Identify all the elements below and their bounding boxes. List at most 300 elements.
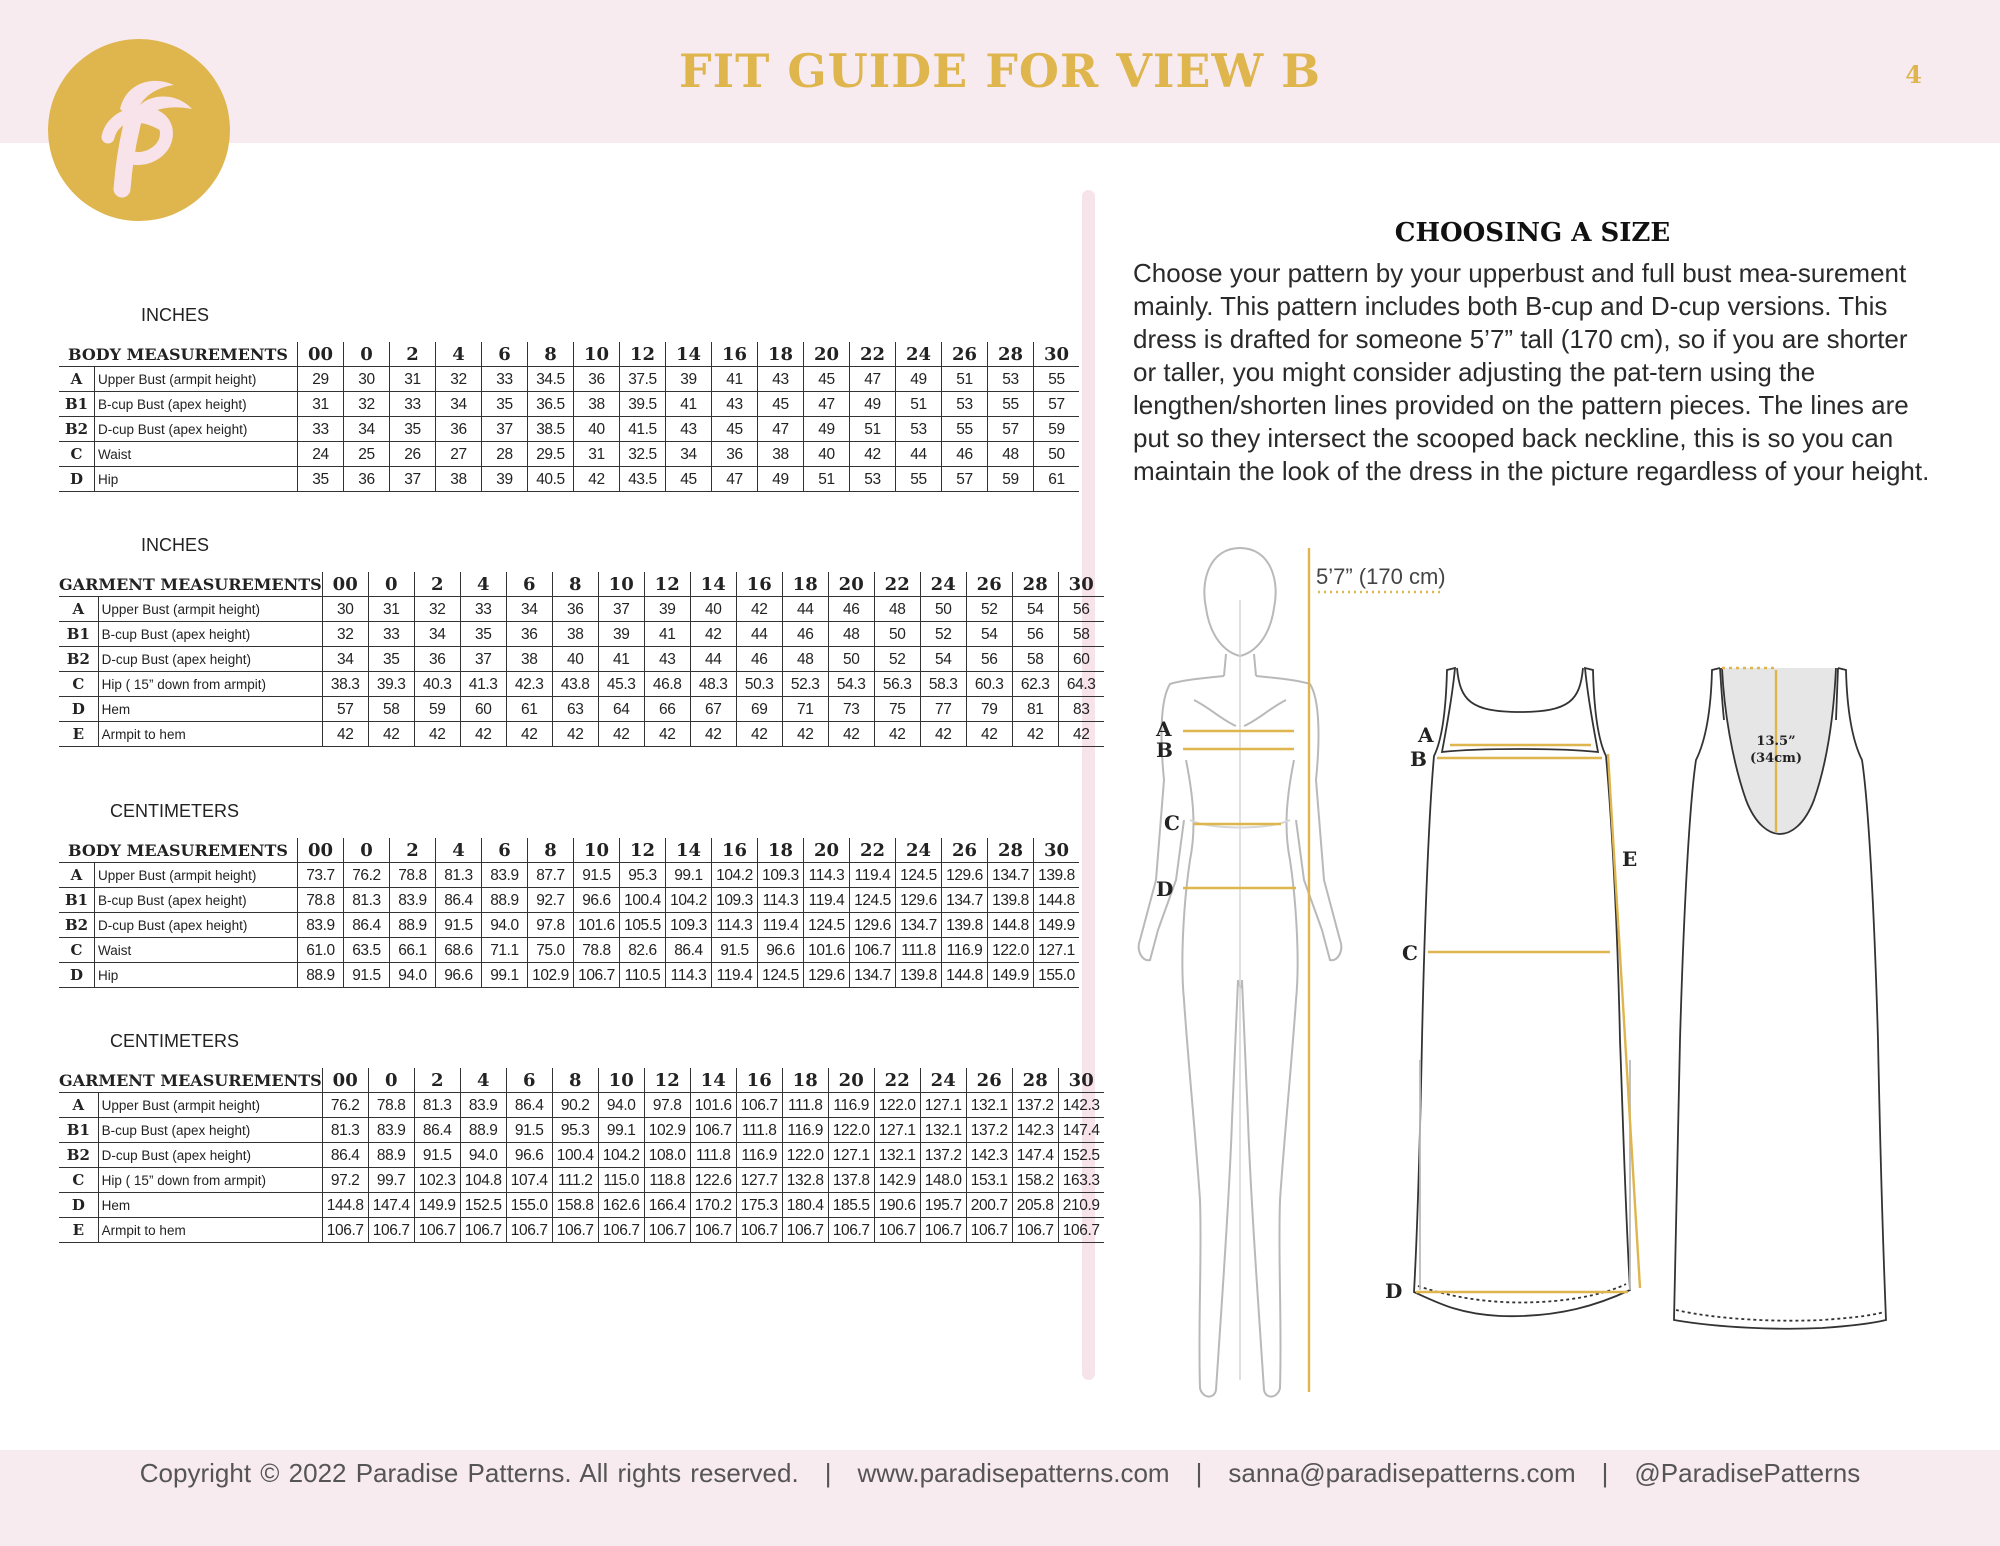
- size-header: 16: [736, 1068, 782, 1093]
- table-cell: 50: [1034, 442, 1080, 467]
- table-cell: 101.6: [574, 913, 620, 938]
- table-cell: 97.8: [528, 913, 574, 938]
- table-header-row: [59, 342, 1079, 367]
- table-cell: 42: [574, 467, 620, 492]
- size-header: 22: [874, 572, 920, 597]
- row-letter: B2: [59, 913, 95, 938]
- table-cell: 124.5: [804, 913, 850, 938]
- table-cell: 115.0: [598, 1168, 644, 1193]
- size-header: 8: [528, 342, 574, 367]
- table-cell: 36: [574, 367, 620, 392]
- table-cell: 106.7: [874, 1218, 920, 1243]
- footer-website-link[interactable]: www.paradisepatterns.com: [857, 1458, 1170, 1488]
- table-cell: 114.3: [758, 888, 804, 913]
- table-cell: 42: [828, 722, 874, 747]
- table-cell: 73: [828, 697, 874, 722]
- size-header: 12: [620, 342, 666, 367]
- row-name: B-cup Bust (apex height): [98, 622, 322, 647]
- unit-label: INCHES: [141, 305, 210, 325]
- table-cell: 106.7: [460, 1218, 506, 1243]
- table-cell: 37: [390, 467, 436, 492]
- table-cell: 106.7: [920, 1218, 966, 1243]
- table-cell: 66.1: [390, 938, 436, 963]
- table-cell: 163.3: [1058, 1168, 1104, 1193]
- size-header: 14: [666, 838, 712, 863]
- row-letter: A: [59, 1093, 98, 1118]
- size-header: 2: [390, 838, 436, 863]
- front-label-c: C: [1402, 941, 1418, 965]
- row-letter: D: [59, 1193, 98, 1218]
- table-cell: 25: [344, 442, 390, 467]
- table-cell: 59: [988, 467, 1034, 492]
- table-cell: 37: [460, 647, 506, 672]
- footer-email-link[interactable]: sanna@paradisepatterns.com: [1228, 1458, 1576, 1488]
- table-row: [59, 1143, 1104, 1168]
- table-cell: 111.8: [782, 1093, 828, 1118]
- table-cell: 57: [988, 417, 1034, 442]
- footer-separator: |: [1601, 1458, 1609, 1488]
- table-cell: 48: [988, 442, 1034, 467]
- size-header: 2: [390, 342, 436, 367]
- table-cell: 50: [874, 622, 920, 647]
- table-cell: 97.8: [644, 1093, 690, 1118]
- table-row: [59, 442, 1079, 467]
- table-cell: 36: [712, 442, 758, 467]
- size-header: 24: [896, 342, 942, 367]
- table-cell: 109.3: [712, 888, 758, 913]
- size-header: 18: [758, 838, 804, 863]
- table-cell: 24: [298, 442, 344, 467]
- table-cell: 77: [920, 697, 966, 722]
- garment-measurements-inches-table: [59, 572, 1104, 747]
- table-cell: 43.5: [620, 467, 666, 492]
- table-cell: 134.7: [988, 863, 1034, 888]
- table-cell: 100.4: [620, 888, 666, 913]
- row-name: B-cup Bust (apex height): [95, 392, 298, 417]
- table-cell: 104.2: [666, 888, 712, 913]
- table-cell: 37: [598, 597, 644, 622]
- table-cell: 42: [1012, 722, 1058, 747]
- palm-p-logo-icon: [48, 39, 230, 221]
- table-cell: 44: [896, 442, 942, 467]
- table-cell: 57: [322, 697, 368, 722]
- table-cell: 78.8: [390, 863, 436, 888]
- row-name: D-cup Bust (apex height): [98, 647, 322, 672]
- table-cell: 53: [896, 417, 942, 442]
- unit-label: CENTIMETERS: [110, 801, 240, 821]
- size-header: 00: [322, 1068, 368, 1093]
- row-name: B-cup Bust (apex height): [95, 888, 298, 913]
- table-cell: 75.0: [528, 938, 574, 963]
- table-cell: 32: [414, 597, 460, 622]
- size-header: 18: [782, 1068, 828, 1093]
- table-cell: 144.8: [1034, 888, 1080, 913]
- table-cell: 88.9: [482, 888, 528, 913]
- table-cell: 83.9: [368, 1118, 414, 1143]
- table-cell: 139.8: [988, 888, 1034, 913]
- table-cell: 147.4: [1012, 1143, 1058, 1168]
- size-header: 30: [1034, 342, 1080, 367]
- row-name: D-cup Bust (apex height): [98, 1143, 322, 1168]
- table-cell: 40: [804, 442, 850, 467]
- table-cell: 139.8: [896, 963, 942, 988]
- brand-logo: [48, 39, 230, 221]
- table-cell: 33: [298, 417, 344, 442]
- table-cell: 132.1: [966, 1093, 1012, 1118]
- size-header: 4: [460, 572, 506, 597]
- table-row: [59, 417, 1079, 442]
- table-cell: 40: [690, 597, 736, 622]
- size-header: 30: [1034, 838, 1080, 863]
- table-cell: 99.1: [482, 963, 528, 988]
- size-header: 16: [736, 572, 782, 597]
- table-cell: 78.8: [298, 888, 344, 913]
- table-cell: 57: [1034, 392, 1080, 417]
- row-letter: D: [59, 697, 98, 722]
- size-header: 20: [804, 342, 850, 367]
- table-header-row: [59, 572, 1104, 597]
- table-cell: 29.5: [528, 442, 574, 467]
- body-label-a: A: [1156, 717, 1172, 741]
- size-header: 6: [506, 1068, 552, 1093]
- size-header: 10: [598, 1068, 644, 1093]
- footer: [0, 1458, 2000, 1489]
- table-cell: 116.9: [828, 1093, 874, 1118]
- table-cell: 37: [482, 417, 528, 442]
- row-name: Waist: [95, 442, 298, 467]
- table-cell: 107.4: [506, 1168, 552, 1193]
- table-cell: 82.6: [620, 938, 666, 963]
- size-header: 6: [482, 342, 528, 367]
- table-cell: 55: [988, 392, 1034, 417]
- table-cell: 42: [874, 722, 920, 747]
- table-cell: 36.5: [528, 392, 574, 417]
- table-cell: 96.6: [436, 963, 482, 988]
- table-cell: 43: [666, 417, 712, 442]
- table-row: [59, 597, 1104, 622]
- size-header: 12: [644, 572, 690, 597]
- table-cell: 73.7: [298, 863, 344, 888]
- table-cell: 51: [942, 367, 988, 392]
- table-cell: 147.4: [1058, 1118, 1104, 1143]
- table-cell: 36: [552, 597, 598, 622]
- table-cell: 26: [390, 442, 436, 467]
- row-name: Hem: [98, 1193, 322, 1218]
- row-name: Armpit to hem: [98, 722, 322, 747]
- size-header: 24: [896, 838, 942, 863]
- row-letter: A: [59, 597, 98, 622]
- row-name: Upper Bust (armpit height): [95, 863, 298, 888]
- size-header: 28: [988, 342, 1034, 367]
- table-cell: 100.4: [552, 1143, 598, 1168]
- table-cell: 42: [506, 722, 552, 747]
- table-cell: 56.3: [874, 672, 920, 697]
- size-header: 14: [690, 572, 736, 597]
- table-cell: 106.7: [690, 1118, 736, 1143]
- table-cell: 106.7: [966, 1218, 1012, 1243]
- table-cell: 36: [506, 622, 552, 647]
- table-cell: 200.7: [966, 1193, 1012, 1218]
- choosing-size-heading: CHOOSING A SIZE: [1394, 218, 1671, 248]
- table-cell: 132.8: [782, 1168, 828, 1193]
- table-cell: 35: [390, 417, 436, 442]
- front-measure-lines: [1416, 745, 1640, 1292]
- table-cell: 155.0: [506, 1193, 552, 1218]
- size-header: 24: [920, 572, 966, 597]
- size-header: 26: [966, 1068, 1012, 1093]
- table-row: [59, 863, 1079, 888]
- row-name: D-cup Bust (apex height): [95, 913, 298, 938]
- table-cell: 91.5: [344, 963, 390, 988]
- table-cell: 124.5: [758, 963, 804, 988]
- table-cell: 52.3: [782, 672, 828, 697]
- table-cell: 35: [368, 647, 414, 672]
- table-cell: 86.4: [414, 1118, 460, 1143]
- footer-copyright: Copyright © 2022 Paradise Patterns. All rights reserved.: [139, 1458, 799, 1488]
- table-cell: 60.3: [966, 672, 1012, 697]
- body-label-c: C: [1164, 811, 1180, 835]
- back-dress-drawing: [1674, 668, 1886, 1329]
- table-cell: 49: [804, 417, 850, 442]
- table-cell: 127.1: [1034, 938, 1080, 963]
- table-cell: 137.2: [920, 1143, 966, 1168]
- table-cell: 95.3: [620, 863, 666, 888]
- table-cell: 52: [874, 647, 920, 672]
- table-cell: 47: [850, 367, 896, 392]
- table-cell: 88.9: [390, 913, 436, 938]
- footer-separator: |: [1195, 1458, 1203, 1488]
- table-cell: 54.3: [828, 672, 874, 697]
- table-cell: 106.7: [598, 1218, 644, 1243]
- size-header: 2: [414, 1068, 460, 1093]
- table-cell: 62.3: [1012, 672, 1058, 697]
- table-cell: 50.3: [736, 672, 782, 697]
- table-row: [59, 1168, 1104, 1193]
- table-cell: 42: [690, 622, 736, 647]
- size-header: 20: [804, 838, 850, 863]
- table-cell: 118.8: [644, 1168, 690, 1193]
- table-cell: 116.9: [736, 1143, 782, 1168]
- table-cell: 34: [666, 442, 712, 467]
- back-label-inches: 13.5”: [1756, 734, 1796, 749]
- table-cell: 44: [782, 597, 828, 622]
- table-cell: 56: [966, 647, 1012, 672]
- table-heading: BODY MEASUREMENTS: [59, 838, 298, 863]
- row-letter: B1: [59, 888, 95, 913]
- table-cell: 48: [782, 647, 828, 672]
- table-cell: 29: [298, 367, 344, 392]
- table-cell: 88.9: [298, 963, 344, 988]
- table-cell: 45: [666, 467, 712, 492]
- row-letter: B2: [59, 647, 98, 672]
- table-cell: 158.2: [1012, 1168, 1058, 1193]
- table-cell: 99.1: [666, 863, 712, 888]
- table-cell: 58.3: [920, 672, 966, 697]
- table-cell: 45: [712, 417, 758, 442]
- table-cell: 122.0: [782, 1143, 828, 1168]
- table-cell: 134.7: [896, 913, 942, 938]
- table-cell: 106.7: [552, 1218, 598, 1243]
- size-header: 0: [368, 1068, 414, 1093]
- table-cell: 122.0: [828, 1118, 874, 1143]
- table-cell: 114.3: [712, 913, 758, 938]
- table-cell: 148.0: [920, 1168, 966, 1193]
- table-cell: 53: [942, 392, 988, 417]
- table-cell: 114.3: [804, 863, 850, 888]
- table-cell: 32: [436, 367, 482, 392]
- table-cell: 42: [690, 722, 736, 747]
- table-cell: 137.8: [828, 1168, 874, 1193]
- table-cell: 111.2: [552, 1168, 598, 1193]
- front-dress-drawing: [1414, 668, 1630, 1316]
- table-cell: 38: [758, 442, 804, 467]
- table-cell: 67: [690, 697, 736, 722]
- table-cell: 152.5: [1058, 1143, 1104, 1168]
- table-cell: 91.5: [574, 863, 620, 888]
- row-letter: A: [59, 863, 95, 888]
- row-name: B-cup Bust (apex height): [98, 1118, 322, 1143]
- table-cell: 144.8: [988, 913, 1034, 938]
- table-cell: 71.1: [482, 938, 528, 963]
- table-cell: 124.5: [850, 888, 896, 913]
- table-cell: 68.6: [436, 938, 482, 963]
- table-cell: 42: [552, 722, 598, 747]
- row-name: Upper Bust (armpit height): [98, 597, 322, 622]
- size-header: 26: [942, 838, 988, 863]
- table-cell: 139.8: [942, 913, 988, 938]
- table-cell: 31: [368, 597, 414, 622]
- table-cell: 43: [712, 392, 758, 417]
- table-cell: 39.3: [368, 672, 414, 697]
- table-cell: 134.7: [850, 963, 896, 988]
- table-cell: 40.3: [414, 672, 460, 697]
- table-header-row: [59, 838, 1079, 863]
- table-cell: 110.5: [620, 963, 666, 988]
- table-cell: 32.5: [620, 442, 666, 467]
- size-header: 22: [874, 1068, 920, 1093]
- table-cell: 31: [390, 367, 436, 392]
- row-letter: B1: [59, 1118, 98, 1143]
- table-cell: 111.8: [736, 1118, 782, 1143]
- table-row: [59, 367, 1079, 392]
- table-cell: 109.3: [758, 863, 804, 888]
- table-cell: 86.4: [322, 1143, 368, 1168]
- table-cell: 106.7: [782, 1218, 828, 1243]
- table-cell: 49: [850, 392, 896, 417]
- table-cell: 64: [598, 697, 644, 722]
- front-label-d: D: [1385, 1279, 1403, 1303]
- table-cell: 33: [368, 622, 414, 647]
- table-cell: 35: [460, 622, 506, 647]
- row-letter: E: [59, 722, 98, 747]
- table-cell: 33: [460, 597, 506, 622]
- table-cell: 30: [344, 367, 390, 392]
- table-cell: 30: [322, 597, 368, 622]
- size-header: 16: [712, 342, 758, 367]
- body-measurements-inches-table: [59, 342, 1079, 492]
- table-cell: 153.1: [966, 1168, 1012, 1193]
- row-name: Hip ( 15” down from armpit): [98, 672, 322, 697]
- table-cell: 64.3: [1058, 672, 1104, 697]
- table-cell: 102.3: [414, 1168, 460, 1193]
- table-cell: 111.8: [896, 938, 942, 963]
- table-cell: 106.7: [506, 1218, 552, 1243]
- table-cell: 57: [942, 467, 988, 492]
- unit-label: CENTIMETERS: [110, 1031, 240, 1051]
- row-letter: D: [59, 963, 95, 988]
- size-header: 28: [1012, 572, 1058, 597]
- table-heading: BODY MEASUREMENTS: [59, 342, 298, 367]
- size-header: 18: [782, 572, 828, 597]
- table-row: [59, 963, 1079, 988]
- front-label-e: E: [1622, 847, 1638, 871]
- table-cell: 45: [758, 392, 804, 417]
- table-cell: 210.9: [1058, 1193, 1104, 1218]
- table-cell: 83: [1058, 697, 1104, 722]
- row-letter: B2: [59, 417, 95, 442]
- size-header: 14: [666, 342, 712, 367]
- table-cell: 92.7: [528, 888, 574, 913]
- table-cell: 129.6: [896, 888, 942, 913]
- table-cell: 34.5: [528, 367, 574, 392]
- row-name: Waist: [95, 938, 298, 963]
- measurement-illustration: [1120, 520, 2000, 1420]
- table-cell: 42: [850, 442, 896, 467]
- table-cell: 43: [644, 647, 690, 672]
- table-cell: 132.1: [920, 1118, 966, 1143]
- table-cell: 55: [896, 467, 942, 492]
- table-cell: 71: [782, 697, 828, 722]
- table-cell: 41: [666, 392, 712, 417]
- size-header: 10: [574, 342, 620, 367]
- table-cell: 86.4: [344, 913, 390, 938]
- table-cell: 152.5: [460, 1193, 506, 1218]
- table-cell: 137.2: [1012, 1093, 1058, 1118]
- size-header: 0: [344, 342, 390, 367]
- table-cell: 162.6: [598, 1193, 644, 1218]
- table-cell: 42.3: [506, 672, 552, 697]
- table-cell: 59: [1034, 417, 1080, 442]
- size-header: 10: [574, 838, 620, 863]
- table-cell: 105.5: [620, 913, 666, 938]
- table-cell: 42: [782, 722, 828, 747]
- table-cell: 88.9: [368, 1143, 414, 1168]
- table-cell: 155.0: [1034, 963, 1080, 988]
- table-cell: 53: [850, 467, 896, 492]
- row-letter: B1: [59, 392, 95, 417]
- table-cell: 101.6: [804, 938, 850, 963]
- table-cell: 34: [322, 647, 368, 672]
- table-cell: 127.1: [874, 1118, 920, 1143]
- height-label: 5’7” (170 cm): [1316, 564, 1446, 589]
- table-cell: 142.3: [1012, 1118, 1058, 1143]
- table-cell: 39.5: [620, 392, 666, 417]
- table-cell: 106.7: [736, 1093, 782, 1118]
- table-cell: 49: [758, 467, 804, 492]
- table-cell: 38: [552, 622, 598, 647]
- table-header-row: [59, 1068, 1104, 1093]
- size-header: 28: [1012, 1068, 1058, 1093]
- size-header: 26: [966, 572, 1012, 597]
- table-cell: 42: [460, 722, 506, 747]
- table-cell: 81.3: [436, 863, 482, 888]
- footer-social-link[interactable]: @ParadisePatterns: [1634, 1458, 1861, 1488]
- size-header: 6: [482, 838, 528, 863]
- size-header: 2: [414, 572, 460, 597]
- table-cell: 46: [942, 442, 988, 467]
- table-cell: 75: [874, 697, 920, 722]
- table-cell: 36: [414, 647, 460, 672]
